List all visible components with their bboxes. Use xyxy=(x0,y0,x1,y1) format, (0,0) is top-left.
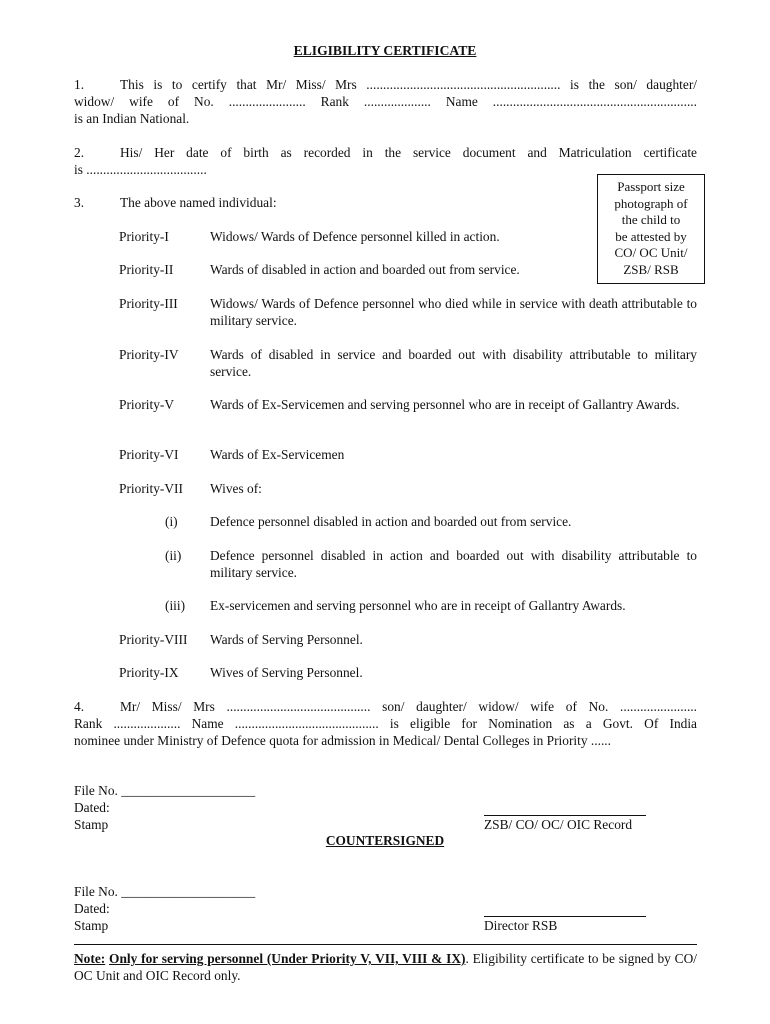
priority-text: Wards of Ex-Servicemen and serving personnel who are in receipt of Gallantry Awards. xyxy=(210,397,680,412)
paragraph-number: 2. xyxy=(74,145,85,160)
priority-item xyxy=(119,295,697,329)
paragraph-2 xyxy=(74,144,697,178)
priority-item xyxy=(119,446,697,463)
priority-item xyxy=(119,228,589,245)
stamp-label: Stamp xyxy=(74,817,109,832)
paragraph-1-line-2: widow/ wife of No. ....................... Rank .................... Name ............................................................. xyxy=(74,94,697,109)
photo-box-line: CO/ OC Unit/ xyxy=(614,245,688,260)
sub-item-text: Defence personnel disabled in action and boarded out with disability attributable to military service. xyxy=(210,548,697,580)
priority-text: Wards of disabled in action and boarded out from service. xyxy=(210,262,520,277)
priority-text: Wards of disabled in service and boarded out with disability attributable to military service. xyxy=(210,347,697,379)
sub-item-text: Ex-servicemen and serving personnel who are in receipt of Gallantry Awards. xyxy=(210,598,626,613)
paragraph-number: 3. xyxy=(74,195,85,210)
priority-text: Wives of: xyxy=(210,481,262,496)
priority-item xyxy=(119,664,697,681)
signatory-label: Director RSB xyxy=(484,918,558,933)
signatory-label: ZSB/ CO/ OC/ OIC Record xyxy=(484,817,633,832)
priority-label: Priority-VI xyxy=(119,447,179,462)
paragraph-2-line-1: His/ Her date of birth as recorded in the service document and Matriculation certificate xyxy=(120,145,697,160)
priority-label: Priority-IX xyxy=(119,665,179,680)
priority-text: Widows/ Wards of Defence personnel killed in action. xyxy=(210,229,500,244)
paragraph-4 xyxy=(74,698,697,749)
file-number-field[interactable]: File No. ____________________ xyxy=(74,783,256,798)
sub-item xyxy=(119,513,697,530)
paragraph-1-line-3: is an Indian National. xyxy=(74,111,190,126)
footer-note xyxy=(74,950,697,984)
sub-item-label: (i) xyxy=(165,514,178,529)
note-emphasis: Only for serving personnel (Under Priority V, VII, VIII & IX) xyxy=(109,951,466,966)
photo-box-line: photograph of xyxy=(614,195,688,211)
photo-box-line: be attested by xyxy=(615,228,687,244)
priority-text: Wards of Serving Personnel. xyxy=(210,632,363,647)
sub-item-text: Defence personnel disabled in action and boarded out from service. xyxy=(210,514,572,529)
priority-text: Wards of Ex-Servicemen xyxy=(210,447,345,462)
note-lead: Note: xyxy=(74,951,106,966)
dated-field[interactable]: Dated: xyxy=(74,800,110,815)
sub-item-label: (iii) xyxy=(165,598,186,613)
paragraph-4-line-3: nominee under Ministry of Defence quota for admission in Medical/ Dental Colleges in Priority ...... xyxy=(74,733,611,748)
priority-label: Priority-V xyxy=(119,397,175,412)
photo-box-line: the child to xyxy=(621,212,681,227)
paragraph-4-line-1: Mr/ Miss/ Mrs ........................................... son/ daughter/ widow/ wife of No. ....................... xyxy=(120,699,697,714)
passport-photo-box xyxy=(597,174,705,284)
paragraph-3-intro: The above named individual: xyxy=(120,195,277,210)
priority-item xyxy=(119,261,589,278)
priority-label: Priority-VII xyxy=(119,481,183,496)
priority-text: Widows/ Wards of Defence personnel who died while in service with death attributable to military service. xyxy=(210,296,697,328)
file-number-field[interactable]: File No. ____________________ xyxy=(74,884,256,899)
paragraph-number: 1. xyxy=(74,77,85,92)
photo-box-line: ZSB/ RSB xyxy=(623,261,679,277)
paragraph-2-line-2: is .................................... xyxy=(74,162,207,177)
priority-label: Priority-VIII xyxy=(119,632,188,647)
paragraph-1 xyxy=(74,76,697,127)
sub-item xyxy=(119,597,697,614)
countersigned-heading: COUNTERSIGNED xyxy=(325,833,445,848)
divider-rule xyxy=(74,944,697,945)
priority-item xyxy=(119,346,697,380)
paragraph-3 xyxy=(74,194,574,211)
priority-label: Priority-II xyxy=(119,262,174,277)
photo-box-line: Passport size xyxy=(617,179,685,194)
paragraph-1-line-1: This is to certify that Mr/ Miss/ Mrs .......................................................... is the son/ daughter/ xyxy=(120,77,697,92)
note-rest: . Eligibility certificate to be signed by CO/ OC Unit and OIC Record only. xyxy=(74,951,697,983)
paragraph-number: 4. xyxy=(74,699,85,714)
priority-text: Wives of Serving Personnel. xyxy=(210,665,363,680)
sub-item-label: (ii) xyxy=(165,548,182,563)
sub-item xyxy=(119,547,697,581)
priority-label: Priority-IV xyxy=(119,347,179,362)
paragraph-4-line-2: Rank .................... Name ........................................... is eligible for Nomination as a Govt. Of India xyxy=(74,716,697,731)
priority-item xyxy=(119,480,697,497)
priority-item xyxy=(119,396,697,413)
dated-field[interactable]: Dated: xyxy=(74,901,110,916)
stamp-label: Stamp xyxy=(74,918,109,933)
priority-label: Priority-III xyxy=(119,296,178,311)
priority-item xyxy=(119,631,697,648)
priority-label: Priority-I xyxy=(119,229,169,244)
document-title: ELIGIBILITY CERTIFICATE xyxy=(293,43,477,58)
